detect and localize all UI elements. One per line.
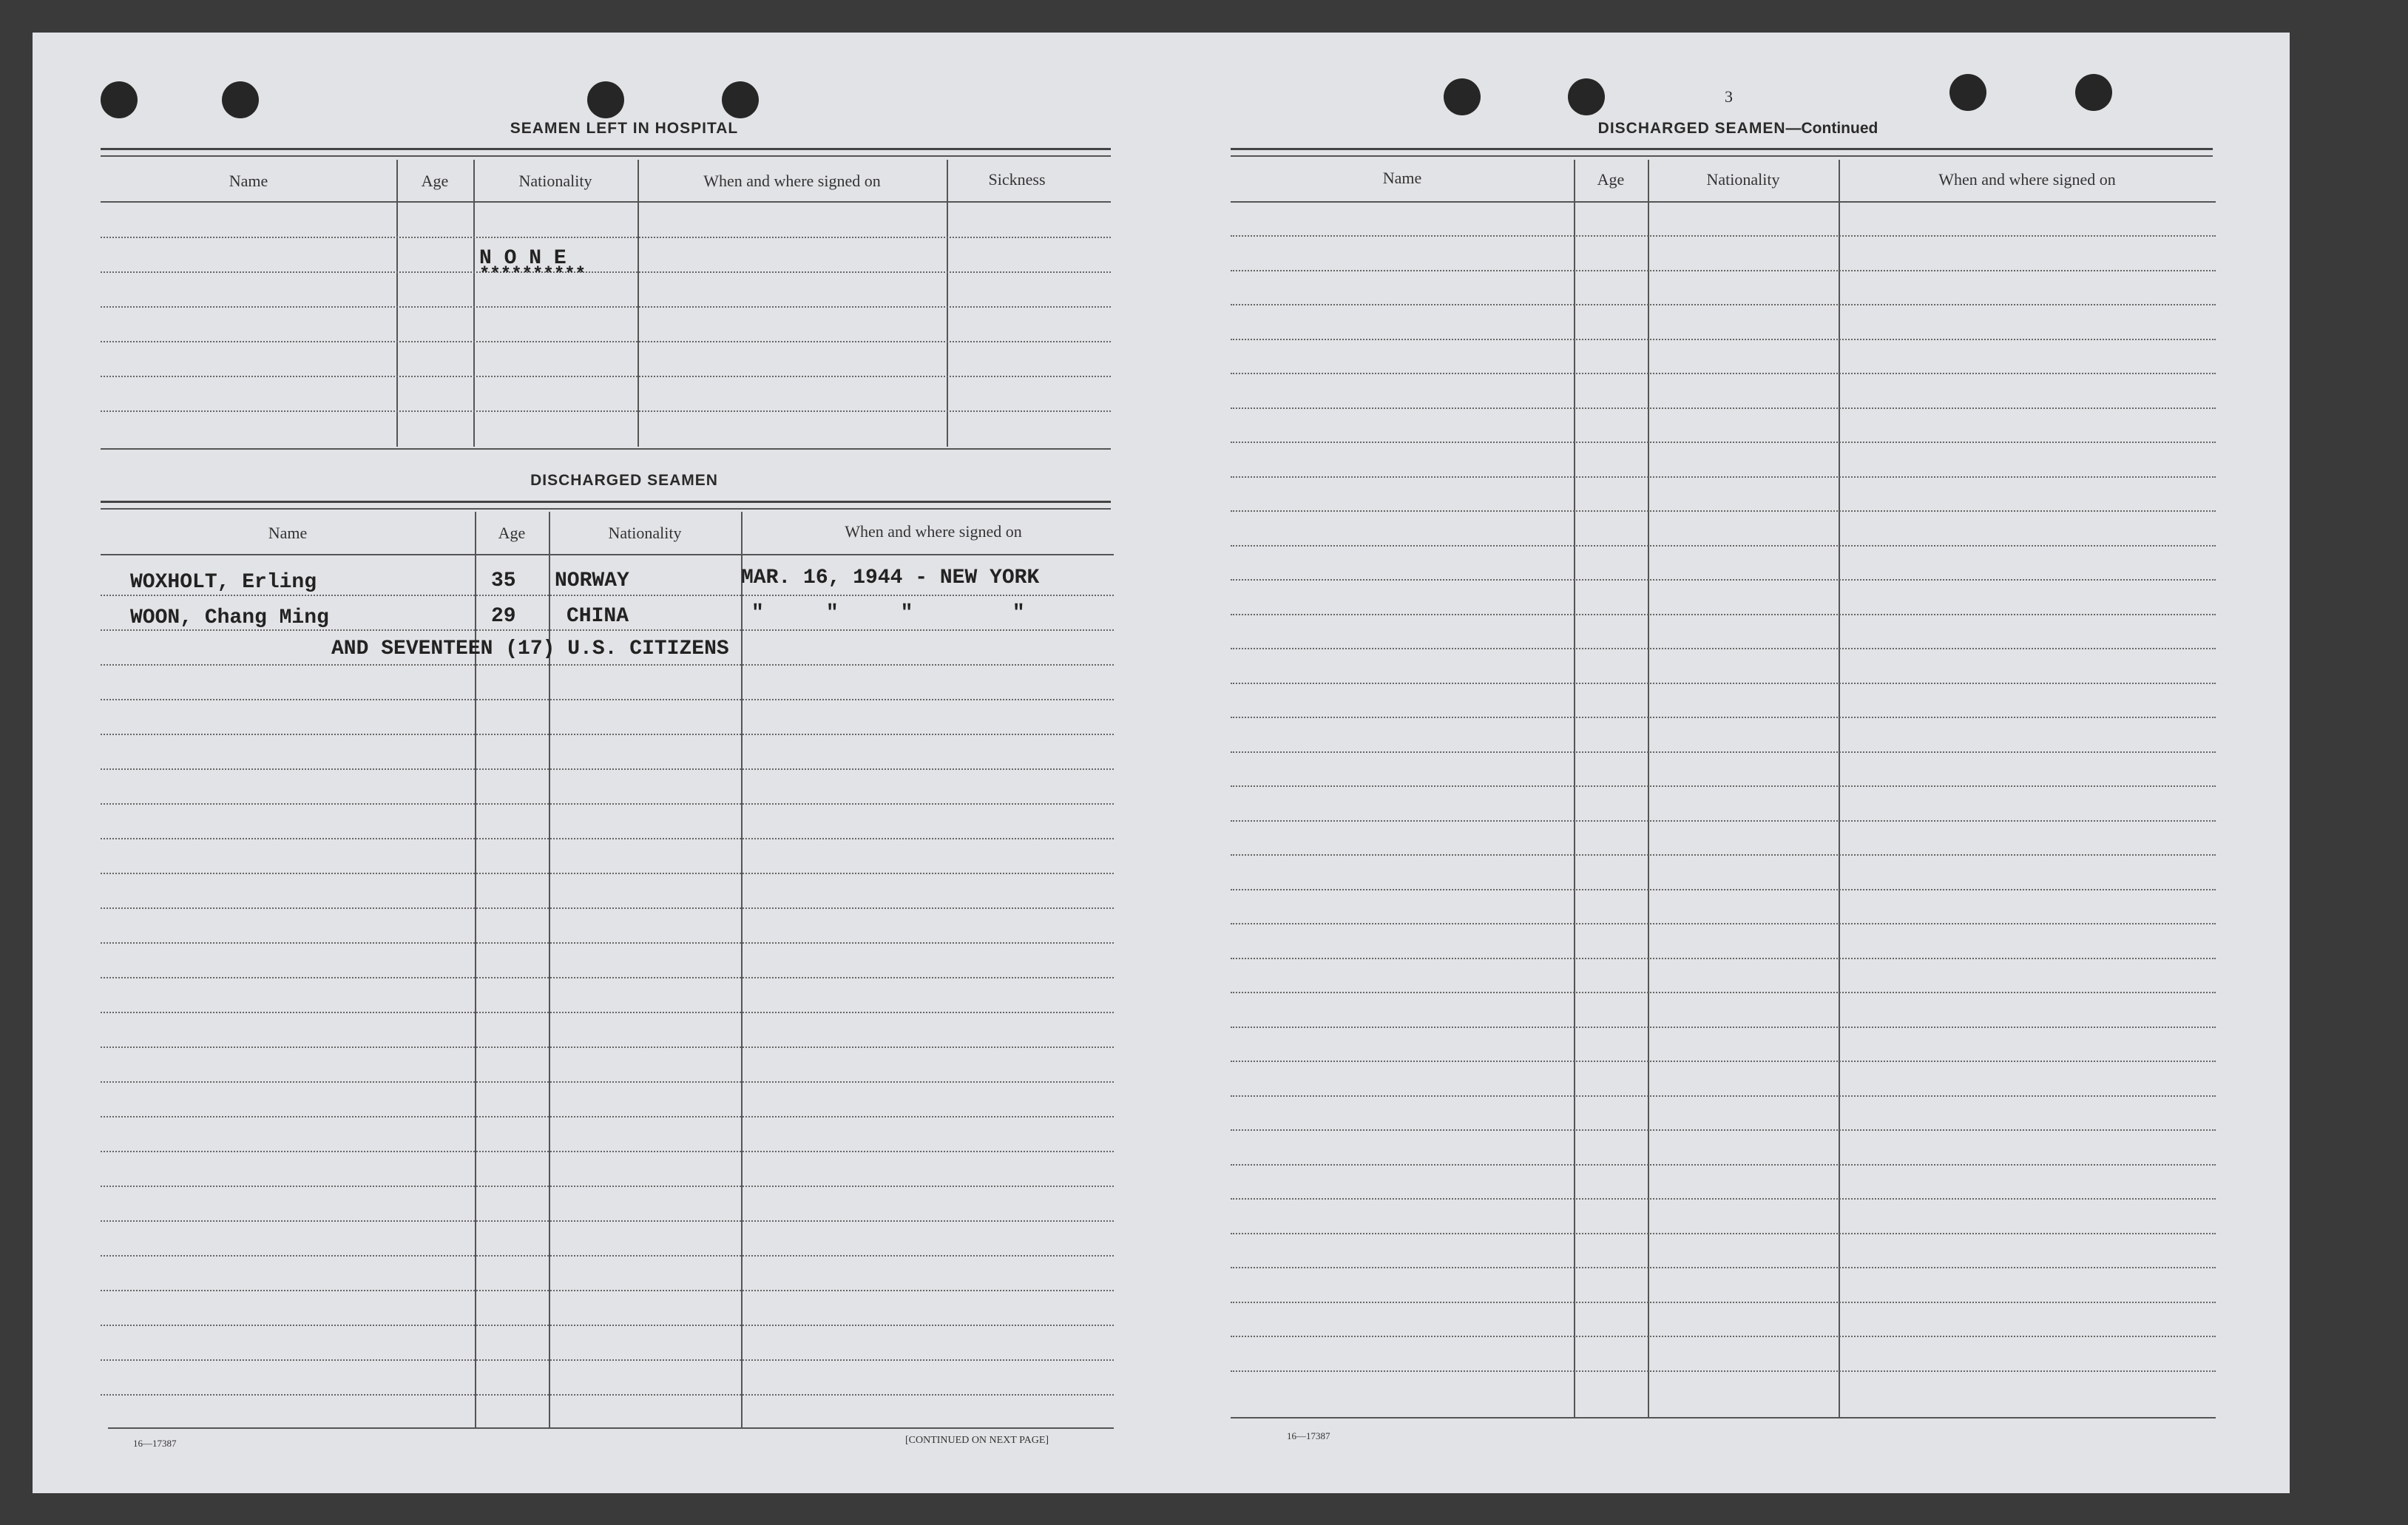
rule [108, 1427, 1114, 1429]
hospital-entry-underline: ********** [479, 265, 586, 285]
row-rule [1231, 1164, 2216, 1166]
row-rule [1231, 1302, 2216, 1303]
row-rule [101, 271, 1111, 273]
row-rule [101, 341, 1111, 342]
seaman-signed-on: MAR. 16, 1944 - NEW YORK [741, 567, 1040, 589]
row-rule [101, 803, 1114, 805]
column-header-nationality: Nationality [1706, 170, 1780, 189]
row-rule [1231, 1198, 2216, 1200]
row-rule [1231, 1027, 2216, 1028]
punch-hole [722, 81, 759, 118]
row-rule [101, 1151, 1114, 1152]
column-divider [1839, 160, 1840, 1417]
form-number: 16—17387 [1287, 1430, 1330, 1441]
left-page [33, 33, 1142, 1493]
column-divider [473, 160, 475, 447]
column-divider [741, 512, 743, 1429]
row-rule [101, 907, 1114, 909]
row-rule [1231, 923, 2216, 924]
seaman-signed-on: " " " " [751, 602, 1025, 625]
row-rule [101, 1012, 1114, 1013]
column-header-age: Age [421, 172, 449, 190]
continued-note: [CONTINUED ON NEXT PAGE] [905, 1435, 1049, 1446]
hospital-section-title: SEAMEN LEFT IN HOSPITAL [510, 120, 739, 137]
row-rule [101, 306, 1111, 308]
row-rule [101, 838, 1114, 839]
row-rule [101, 699, 1114, 700]
rule [101, 155, 1111, 157]
row-rule [101, 1081, 1114, 1083]
row-rule [1231, 1129, 2216, 1131]
rule [1231, 201, 2216, 203]
rule [101, 508, 1111, 510]
column-header-age: Age [498, 524, 526, 542]
row-rule [1231, 717, 2216, 718]
row-rule [1231, 1370, 2216, 1372]
column-header-nationality: Nationality [608, 524, 682, 542]
column-divider [1574, 160, 1575, 1417]
row-rule [1231, 1061, 2216, 1062]
row-rule [1231, 510, 2216, 512]
column-header-signed-on: When and where signed on [845, 522, 1022, 541]
seaman-nationality: CHINA [567, 605, 629, 628]
title-main: DISCHARGED SEAMEN [1597, 120, 1786, 137]
column-header-age: Age [1597, 170, 1625, 189]
row-rule [101, 1325, 1114, 1326]
row-rule [1231, 339, 2216, 340]
column-header-name: Name [229, 172, 268, 190]
row-rule [101, 1186, 1114, 1187]
row-rule [1231, 683, 2216, 684]
row-rule [1231, 270, 2216, 271]
document-sheet [33, 33, 2290, 1493]
row-rule [101, 664, 1114, 666]
discharged-continued-title [1516, 120, 1960, 138]
row-rule [101, 595, 1114, 596]
row-rule [1231, 1336, 2216, 1337]
row-rule [1231, 373, 2216, 374]
punch-hole [1444, 78, 1481, 115]
column-header-name: Name [268, 524, 308, 542]
row-rule [1231, 408, 2216, 409]
row-rule [101, 1255, 1114, 1257]
row-rule [101, 1394, 1114, 1396]
page-number: 3 [1725, 87, 1733, 106]
punch-hole [1949, 74, 1986, 111]
rule [1231, 148, 2213, 150]
column-header-signed-on: When and where signed on [1938, 170, 2116, 189]
row-rule [1231, 958, 2216, 959]
row-rule [1231, 1095, 2216, 1097]
row-rule [101, 768, 1114, 770]
row-rule [1231, 304, 2216, 305]
rule [101, 201, 1111, 203]
row-rule [101, 734, 1114, 735]
title-continued: —Continued [1785, 120, 1878, 137]
row-rule [1231, 442, 2216, 443]
column-divider [947, 160, 948, 447]
column-divider [637, 160, 639, 447]
row-rule [1231, 1267, 2216, 1268]
column-divider [1648, 160, 1649, 1417]
punch-hole [2075, 74, 2112, 111]
rule [101, 501, 1111, 503]
seaman-nationality: NORWAY [555, 569, 629, 592]
row-rule [101, 1116, 1114, 1117]
punch-hole [222, 81, 259, 118]
row-rule [101, 873, 1114, 874]
row-rule [1231, 785, 2216, 787]
column-header-sickness: Sickness [988, 170, 1046, 189]
punch-hole [1568, 78, 1605, 115]
column-header-nationality: Nationality [518, 172, 592, 190]
row-rule [1231, 614, 2216, 615]
row-rule [1231, 889, 2216, 890]
row-rule [1231, 545, 2216, 547]
row-rule [1231, 476, 2216, 478]
rule [101, 554, 1114, 555]
row-rule [1231, 820, 2216, 822]
column-divider [396, 160, 398, 447]
row-rule [101, 410, 1111, 412]
column-header-signed-on: When and where signed on [703, 172, 881, 190]
row-rule [101, 1046, 1114, 1048]
row-rule [1231, 579, 2216, 581]
row-rule [101, 942, 1114, 944]
row-rule [101, 977, 1114, 978]
row-rule [1231, 235, 2216, 237]
punch-hole [101, 81, 138, 118]
seaman-name: WOON, Chang Ming [130, 606, 329, 629]
row-rule [101, 237, 1111, 238]
right-page [1161, 33, 2290, 1493]
form-number: 16—17387 [133, 1438, 177, 1449]
seaman-age: 29 [491, 605, 516, 628]
row-rule [1231, 854, 2216, 856]
punch-hole [587, 81, 624, 118]
discharged-note: AND SEVENTEEN (17) U.S. CITIZENS [331, 638, 729, 660]
row-rule [101, 629, 1114, 631]
rule [101, 448, 1111, 450]
row-rule [1231, 992, 2216, 993]
row-rule [1231, 648, 2216, 649]
discharged-section-title: DISCHARGED SEAMEN [530, 472, 718, 489]
row-rule [101, 1290, 1114, 1291]
row-rule [101, 1359, 1114, 1361]
seaman-age: 35 [491, 569, 516, 592]
row-rule [101, 1220, 1114, 1222]
row-rule [1231, 1233, 2216, 1234]
column-header-name: Name [1382, 169, 1422, 187]
seaman-name: WOXHOLT, Erling [130, 571, 317, 594]
row-rule [101, 376, 1111, 377]
rule [1231, 1417, 2216, 1419]
rule [101, 148, 1111, 150]
rule [1231, 155, 2213, 157]
hospital-entry-none: N O N E [479, 247, 567, 270]
row-rule [1231, 751, 2216, 753]
